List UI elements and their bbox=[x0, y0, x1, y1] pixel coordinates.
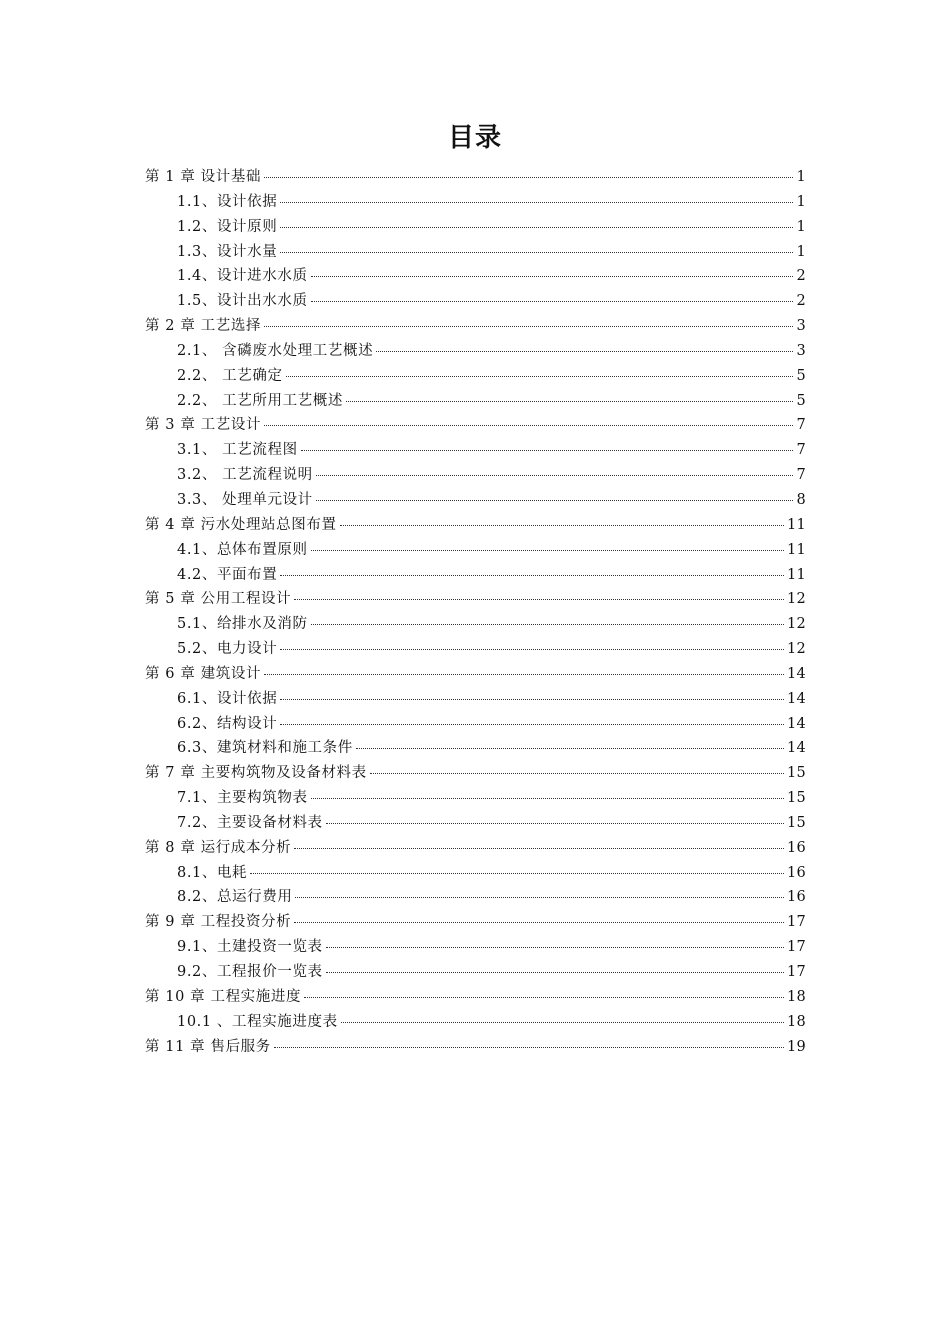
toc-page-number: 16 bbox=[786, 864, 806, 881]
toc-page-number: 11 bbox=[786, 566, 806, 583]
toc-chapter-entry[interactable] bbox=[145, 1035, 806, 1060]
toc-section-entry[interactable] bbox=[145, 488, 806, 513]
toc-section-entry[interactable] bbox=[145, 289, 806, 314]
toc-dot-leader bbox=[264, 176, 793, 178]
toc-entry-label: 7.1、主要构筑物表 bbox=[177, 790, 308, 807]
toc-entry-label: 第 6 章 建筑设计 bbox=[145, 665, 262, 682]
toc-page-number: 1 bbox=[796, 193, 806, 210]
toc-dot-leader bbox=[311, 623, 784, 625]
toc-entry-label: 第 10 章 工程实施进度 bbox=[145, 988, 302, 1005]
toc-dot-leader bbox=[274, 1046, 784, 1048]
toc-page-number: 7 bbox=[796, 417, 806, 434]
toc-entry-label: 2.1、 含磷废水处理工艺概述 bbox=[177, 342, 374, 359]
toc-page-number: 14 bbox=[786, 740, 806, 757]
toc-section-entry[interactable] bbox=[145, 811, 806, 836]
toc-dot-leader bbox=[286, 375, 794, 377]
toc-page-number: 14 bbox=[786, 665, 806, 682]
toc-entry-label: 4.1、总体布置原则 bbox=[177, 541, 308, 558]
toc-section-entry[interactable] bbox=[145, 885, 806, 910]
toc-dot-leader bbox=[264, 424, 793, 426]
toc-dot-leader bbox=[264, 325, 793, 327]
toc-chapter-entry[interactable] bbox=[145, 836, 806, 861]
toc-page-number: 3 bbox=[796, 342, 806, 359]
toc-entry-label: 5.1、给排水及消防 bbox=[177, 616, 308, 633]
toc-page-number: 7 bbox=[796, 467, 806, 484]
toc-section-entry[interactable] bbox=[145, 935, 806, 960]
toc-section-entry[interactable] bbox=[145, 364, 806, 389]
toc-dot-leader bbox=[250, 872, 784, 874]
toc-page-number: 17 bbox=[786, 914, 806, 931]
toc-dot-leader bbox=[311, 275, 794, 277]
toc-dot-leader bbox=[326, 971, 784, 973]
toc-page-number: 14 bbox=[786, 690, 806, 707]
toc-page-number: 5 bbox=[796, 392, 806, 409]
toc-page-number: 11 bbox=[786, 516, 806, 533]
toc-entry-label: 6.1、设计依据 bbox=[177, 690, 278, 707]
toc-entry-label: 第 1 章 设计基础 bbox=[145, 169, 262, 185]
toc-dot-leader bbox=[301, 449, 794, 451]
toc-page-number: 17 bbox=[786, 964, 806, 980]
toc-dot-leader bbox=[295, 896, 783, 898]
toc-entry-label: 3.1、 工艺流程图 bbox=[177, 442, 298, 459]
toc-chapter-entry[interactable] bbox=[145, 587, 806, 612]
toc-dot-leader bbox=[304, 996, 784, 998]
toc-entry-label: 6.2、结构设计 bbox=[177, 715, 278, 732]
toc-chapter-entry[interactable] bbox=[145, 985, 806, 1010]
toc-page-number: 14 bbox=[786, 715, 806, 732]
toc-dot-leader bbox=[316, 474, 794, 476]
toc-dot-leader bbox=[280, 251, 793, 253]
toc-section-entry[interactable] bbox=[145, 563, 806, 588]
toc-section-entry[interactable] bbox=[145, 264, 806, 289]
toc-entry-label: 10.1 、工程实施进度表 bbox=[177, 1013, 338, 1030]
toc-dot-leader bbox=[316, 499, 794, 501]
toc-section-entry[interactable] bbox=[145, 339, 806, 364]
toc-section-entry[interactable] bbox=[145, 687, 806, 712]
toc-page-number: 1 bbox=[796, 218, 806, 235]
toc-page-number: 2 bbox=[796, 268, 806, 285]
toc-page-number: 7 bbox=[796, 442, 806, 459]
toc-page-number: 16 bbox=[786, 889, 806, 906]
toc-page-number: 16 bbox=[786, 839, 806, 856]
toc-entry-label: 第 4 章 污水处理站总图布置 bbox=[145, 516, 337, 533]
toc-section-entry[interactable] bbox=[145, 538, 806, 563]
toc-dot-leader bbox=[326, 822, 784, 824]
toc-section-entry[interactable] bbox=[145, 736, 806, 761]
toc-page-number: 15 bbox=[786, 814, 806, 831]
toc-entry-label: 2.2、 工艺确定 bbox=[177, 367, 283, 384]
toc-section-entry[interactable] bbox=[145, 612, 806, 637]
toc-entry-label: 1.2、设计原则 bbox=[177, 218, 278, 235]
toc-entry-label: 第 11 章 售后服务 bbox=[145, 1038, 271, 1055]
toc-dot-leader bbox=[280, 574, 784, 576]
toc-entry-label: 1.4、设计进水水质 bbox=[177, 268, 308, 285]
toc-page-number: 12 bbox=[786, 591, 806, 608]
toc-dot-leader bbox=[311, 300, 794, 302]
toc-section-entry[interactable] bbox=[145, 240, 806, 265]
toc-section-entry[interactable] bbox=[145, 389, 806, 414]
toc-dot-leader bbox=[311, 797, 784, 799]
toc-entry-label: 3.3、 处理单元设计 bbox=[177, 491, 313, 508]
toc-page-number: 18 bbox=[786, 988, 806, 1005]
toc-page-number: 19 bbox=[786, 1038, 806, 1055]
toc-dot-leader bbox=[294, 598, 784, 600]
toc-entry-label: 6.3、建筑材料和施工条件 bbox=[177, 740, 353, 757]
toc-section-entry[interactable] bbox=[145, 861, 806, 886]
toc-page-number: 3 bbox=[796, 318, 806, 335]
page-title: 目录 bbox=[447, 123, 502, 153]
toc-chapter-entry[interactable] bbox=[145, 910, 806, 935]
toc-entry-label: 第 9 章 工程投资分析 bbox=[145, 914, 292, 931]
toc-section-entry[interactable] bbox=[145, 960, 806, 985]
toc-page-number: 12 bbox=[786, 616, 806, 633]
toc-page-number: 18 bbox=[786, 1013, 806, 1030]
toc-entry-label: 5.2、电力设计 bbox=[177, 641, 278, 658]
toc-entry-label: 1.1、设计依据 bbox=[177, 193, 278, 210]
toc-page-number: 15 bbox=[786, 765, 806, 782]
toc-dot-leader bbox=[280, 226, 793, 228]
toc-dot-leader bbox=[340, 524, 784, 526]
toc-entry-label: 1.3、设计水量 bbox=[177, 243, 278, 260]
toc-section-entry[interactable] bbox=[145, 712, 806, 737]
toc-entry-label: 8.1、电耗 bbox=[177, 864, 248, 881]
table-of-contents bbox=[145, 165, 806, 1059]
toc-dot-leader bbox=[376, 350, 793, 352]
toc-dot-leader bbox=[311, 549, 784, 551]
toc-dot-leader bbox=[326, 946, 784, 948]
toc-page-number: 8 bbox=[796, 491, 806, 508]
toc-dot-leader bbox=[280, 201, 793, 203]
toc-page-number: 15 bbox=[786, 790, 806, 807]
toc-section-entry[interactable] bbox=[145, 438, 806, 463]
toc-entry-label: 2.2、 工艺所用工艺概述 bbox=[177, 392, 343, 409]
toc-entry-label: 第 5 章 公用工程设计 bbox=[145, 591, 292, 608]
toc-dot-leader bbox=[280, 698, 784, 700]
toc-dot-leader bbox=[356, 747, 784, 749]
toc-entry-label: 3.2、 工艺流程说明 bbox=[177, 467, 313, 484]
toc-dot-leader bbox=[294, 847, 784, 849]
toc-dot-leader bbox=[294, 921, 784, 923]
toc-entry-label: 第 8 章 运行成本分析 bbox=[145, 839, 292, 856]
toc-section-entry[interactable] bbox=[145, 215, 806, 240]
toc-page-number: 17 bbox=[786, 939, 806, 956]
toc-dot-leader bbox=[264, 673, 784, 675]
toc-page-number: 2 bbox=[796, 293, 806, 310]
toc-chapter-entry[interactable] bbox=[145, 413, 806, 438]
toc-dot-leader bbox=[370, 772, 784, 774]
toc-page-number: 11 bbox=[786, 541, 806, 558]
toc-section-entry[interactable] bbox=[145, 1010, 806, 1035]
toc-section-entry[interactable] bbox=[145, 786, 806, 811]
toc-chapter-entry[interactable] bbox=[145, 662, 806, 687]
toc-chapter-entry[interactable] bbox=[145, 314, 806, 339]
toc-entry-label: 9.1、土建投资一览表 bbox=[177, 939, 323, 956]
toc-entry-label: 8.2、总运行费用 bbox=[177, 889, 293, 906]
toc-chapter-entry[interactable] bbox=[145, 513, 806, 538]
toc-page-number: 12 bbox=[786, 641, 806, 658]
toc-dot-leader bbox=[346, 400, 794, 402]
toc-page-number: 1 bbox=[796, 169, 806, 185]
toc-dot-leader bbox=[341, 1021, 784, 1023]
toc-entry-label: 第 2 章 工艺选择 bbox=[145, 318, 262, 335]
toc-entry-label: 4.2、平面布置 bbox=[177, 566, 278, 583]
toc-section-entry[interactable] bbox=[145, 190, 806, 215]
toc-chapter-entry[interactable] bbox=[145, 165, 806, 190]
toc-page-number: 5 bbox=[796, 367, 806, 384]
toc-dot-leader bbox=[280, 723, 784, 725]
toc-entry-label: 1.5、设计出水水质 bbox=[177, 293, 308, 310]
toc-entry-label: 第 7 章 主要构筑物及设备材料表 bbox=[145, 765, 367, 782]
toc-section-entry[interactable] bbox=[145, 463, 806, 488]
toc-page-number: 1 bbox=[796, 243, 806, 260]
toc-section-entry[interactable] bbox=[145, 637, 806, 662]
toc-entry-label: 第 3 章 工艺设计 bbox=[145, 417, 262, 434]
toc-entry-label: 7.2、主要设备材料表 bbox=[177, 814, 323, 831]
toc-dot-leader bbox=[280, 648, 784, 650]
toc-chapter-entry[interactable] bbox=[145, 761, 806, 786]
toc-entry-label: 9.2、工程报价一览表 bbox=[177, 964, 323, 980]
